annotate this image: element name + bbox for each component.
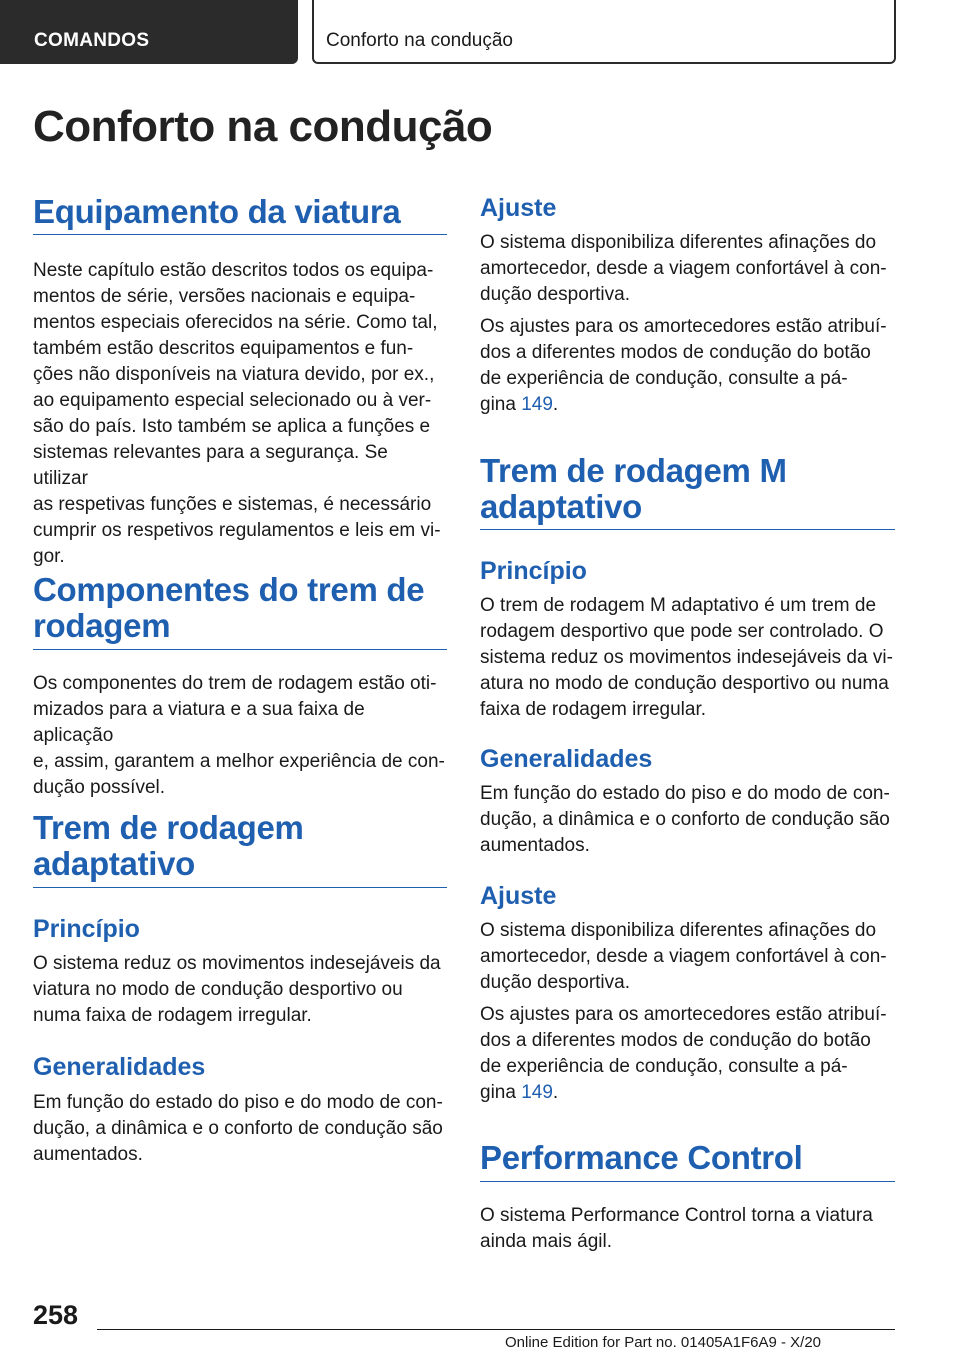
subheading-principio: Princípio	[33, 915, 140, 943]
heading-line: Trem de rodagem	[33, 809, 304, 846]
text-line: de experiência de condução, consulte a pá-	[480, 1056, 848, 1077]
paragraph-principio	[33, 951, 441, 1029]
text-line: O sistema disponibiliza diferentes afinações do	[480, 232, 877, 253]
text-fragment: gina	[480, 394, 522, 415]
heading-rule	[33, 887, 447, 888]
text-line: sistemas relevantes para a segurança. Se utilizar	[33, 442, 388, 489]
heading-rule	[33, 649, 447, 650]
section-label: COMANDOS	[34, 30, 150, 51]
paragraph-ajuste-modes	[480, 1002, 887, 1106]
page-title: Conforto na condução	[33, 102, 493, 151]
text-line: viatura no modo de condução desportivo ou	[33, 979, 403, 1000]
heading-line: Componentes do trem de	[33, 571, 425, 608]
text-line: dos a diferentes modos de condução do botão	[480, 342, 871, 363]
page-header	[0, 0, 960, 66]
heading-line: adaptativo	[480, 488, 643, 525]
footer-rule	[97, 1329, 895, 1330]
text-line: mentos especiais oferecidos na série. Como tal,	[33, 312, 438, 333]
text-line: ao equipamento especial selecionado ou à ver-	[33, 390, 432, 411]
text-line: ções não disponíveis na viatura devido, por ex.,	[33, 364, 435, 385]
text-line	[480, 1080, 887, 1106]
text-line: também estão descritos equipamentos e fun-	[33, 338, 414, 359]
heading-performance-control: Performance Control	[480, 1139, 803, 1176]
paragraph-ajuste	[480, 230, 887, 308]
heading-line: Trem de rodagem M	[480, 452, 787, 489]
paragraph-generalidades	[480, 781, 890, 859]
heading-rule	[480, 1181, 895, 1182]
paragraph-ajuste	[480, 918, 887, 996]
text-line: e, assim, garantem a melhor experiência de con-	[33, 751, 445, 772]
text-line: O sistema reduz os movimentos indesejáveis da	[33, 953, 441, 974]
paragraph-equipamento	[33, 258, 447, 570]
edition-note: Online Edition for Part no. 01405A1F6A9 - X/20	[505, 1334, 822, 1351]
text-line: mizados para a viatura e a sua faixa de aplicação	[33, 699, 365, 746]
text-line	[480, 392, 887, 418]
text-line: aumentados.	[480, 835, 590, 856]
text-fragment: .	[552, 1082, 559, 1103]
chapter-label: Conforto na condução	[326, 30, 513, 51]
heading-equipamento: Equipamento da viatura	[33, 193, 401, 230]
page-number: 258	[33, 1300, 79, 1330]
subheading-ajuste: Ajuste	[480, 882, 557, 910]
page-reference-link[interactable]: 149	[521, 394, 553, 415]
text-line: numa faixa de rodagem irregular.	[33, 1005, 312, 1026]
text-line: faixa de rodagem irregular.	[480, 699, 707, 720]
chapter-tab	[312, 0, 896, 64]
heading-rule	[33, 234, 447, 235]
text-line: O sistema Performance Control torna a viatura	[480, 1205, 873, 1226]
text-line: Os ajustes para os amortecedores estão atribuí-	[480, 316, 887, 337]
heading-trem-adaptativo	[33, 810, 304, 882]
text-line: Os ajustes para os amortecedores estão atribuí-	[480, 1004, 887, 1025]
text-line: atura no modo de condução desportivo ou numa	[480, 673, 889, 694]
text-fragment: .	[552, 394, 559, 415]
paragraph-performance-control	[480, 1203, 873, 1255]
text-line: dução, a dinâmica e o conforto de condução são	[33, 1118, 443, 1139]
paragraph-componentes	[33, 671, 447, 801]
text-line: ainda mais ágil.	[480, 1231, 613, 1252]
text-line: as respetivas funções e sistemas, é necessário	[33, 494, 432, 515]
heading-componentes	[33, 572, 424, 644]
text-line: dução desportiva.	[480, 284, 630, 305]
text-line: dos a diferentes modos de condução do botão	[480, 1030, 871, 1051]
text-line: gor.	[33, 546, 65, 567]
text-line: Em função do estado do piso e do modo de con-	[33, 1092, 443, 1113]
text-line: amortecedor, desde a viagem confortável à con-	[480, 258, 887, 279]
paragraph-principio	[480, 593, 893, 723]
text-line: O sistema disponibiliza diferentes afinações do	[480, 920, 877, 941]
section-tab	[0, 0, 298, 64]
text-line: de experiência de condução, consulte a pá-	[480, 368, 848, 389]
text-line: Os componentes do trem de rodagem estão oti-	[33, 673, 437, 694]
heading-trem-m-adaptativo	[480, 453, 787, 525]
subheading-principio: Princípio	[480, 557, 587, 585]
paragraph-ajuste-modes	[480, 314, 887, 418]
text-line: amortecedor, desde a viagem confortável à con-	[480, 946, 887, 967]
text-line: Neste capítulo estão descritos todos os equipa-	[33, 260, 434, 281]
heading-rule	[480, 529, 895, 530]
text-line: cumprir os respetivos regulamentos e leis em vi-	[33, 520, 441, 541]
text-line: rodagem desportivo que pode ser controlado. O	[480, 621, 884, 642]
text-line: aumentados.	[33, 1144, 143, 1165]
text-line: dução, a dinâmica e o conforto de condução são	[480, 809, 890, 830]
text-line: Em função do estado do piso e do modo de con-	[480, 783, 890, 804]
paragraph-generalidades	[33, 1090, 443, 1168]
text-line: O trem de rodagem M adaptativo é um trem de	[480, 595, 877, 616]
subheading-generalidades: Generalidades	[33, 1053, 206, 1081]
text-line: mentos de série, versões nacionais e equipa-	[33, 286, 416, 307]
text-line: dução desportiva.	[480, 972, 630, 993]
text-line: sistema reduz os movimentos indesejáveis da vi-	[480, 647, 893, 668]
text-fragment: gina	[480, 1082, 522, 1103]
subheading-generalidades: Generalidades	[480, 745, 653, 773]
text-line: dução possível.	[33, 777, 166, 798]
text-line: são do país. Isto também se aplica a funções e	[33, 416, 431, 437]
subheading-ajuste: Ajuste	[480, 194, 557, 222]
heading-line: rodagem	[33, 607, 171, 644]
page-reference-link[interactable]: 149	[521, 1082, 553, 1103]
heading-line: adaptativo	[33, 845, 196, 882]
